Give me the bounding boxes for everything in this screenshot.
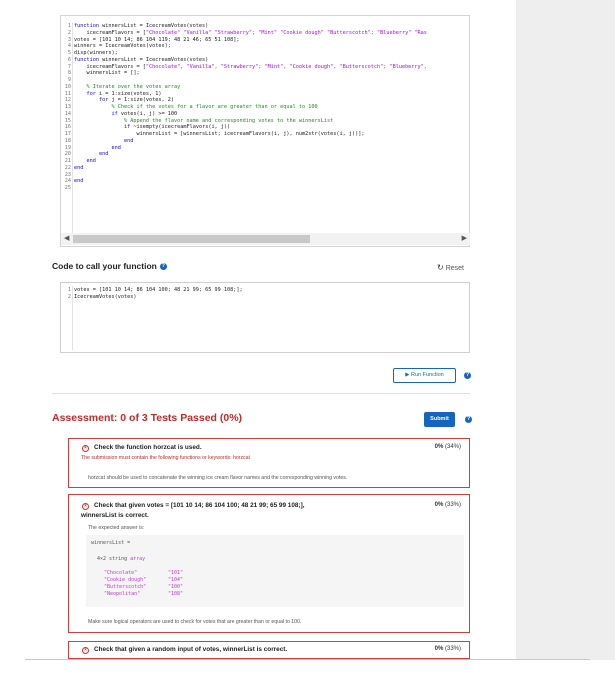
- code-text: [74, 131, 364, 138]
- code-text: [74, 165, 83, 172]
- test-1-title: Check the function horzcat is used.: [94, 444, 202, 451]
- answer-votes: "104": [168, 577, 184, 583]
- code-token: [74, 111, 111, 117]
- test-card-1[interactable]: [68, 438, 470, 488]
- code-token: for: [99, 97, 112, 104]
- code-line[interactable]: [61, 158, 469, 165]
- code-text: [74, 84, 180, 91]
- code-token: disp(winners);: [74, 50, 118, 56]
- answer-type: [97, 556, 145, 562]
- code-line[interactable]: [61, 124, 469, 131]
- fail-icon: ×: [82, 445, 89, 452]
- test-1-weight: (34%): [444, 444, 461, 450]
- scrollbar-thumb[interactable]: [73, 235, 310, 243]
- code-line[interactable]: [61, 287, 469, 294]
- line-number: 14: [64, 110, 71, 117]
- code-token: votes(i, j) >= 100: [120, 110, 178, 117]
- code-line[interactable]: [61, 178, 469, 185]
- code-token: function: [74, 56, 103, 63]
- editor-lines: [61, 23, 469, 192]
- reset-label: Reset: [445, 265, 464, 272]
- code-token: [74, 124, 124, 130]
- code-line[interactable]: [61, 172, 469, 179]
- test-2-weight: (33%): [444, 502, 461, 508]
- submit-button[interactable]: Submit: [424, 412, 455, 427]
- code-line[interactable]: [61, 165, 469, 172]
- answer-row: [104, 591, 183, 597]
- code-text: [74, 151, 108, 158]
- test-card-3[interactable]: [68, 641, 470, 659]
- code-line[interactable]: [61, 43, 469, 50]
- line-number: 24: [64, 178, 71, 185]
- code-token: end: [86, 158, 96, 164]
- line-number: 2: [67, 29, 71, 36]
- line-number: 12: [64, 97, 71, 104]
- code-token: j = 1:size(votes, 2): [111, 97, 174, 104]
- run-help-icon[interactable]: ?: [465, 372, 470, 378]
- test-1-message: The submission must contain the following functions or keywords: horzcat: [81, 455, 250, 461]
- test-3-score: [435, 646, 461, 652]
- code-token: [74, 97, 99, 103]
- function-code-editor[interactable]: [60, 15, 470, 247]
- line-number: 22: [64, 164, 71, 171]
- code-line[interactable]: [61, 84, 469, 91]
- code-text: [74, 145, 121, 152]
- submit-help-icon[interactable]: ?: [466, 416, 471, 422]
- code-token: [74, 91, 87, 97]
- code-token: end: [74, 178, 84, 185]
- answer-votes: "108": [168, 591, 184, 597]
- scroll-left-icon[interactable]: ◀: [64, 235, 70, 242]
- test-1-note: horzcat should be used to concatenate the winning ice cream flavor names and the corresponding winning votes.: [88, 475, 348, 481]
- code-line[interactable]: [61, 57, 469, 64]
- line-number: 1: [67, 23, 71, 29]
- code-token: % Check if the votes for a flavor are greater than or equal to 100: [74, 104, 318, 110]
- line-number: 18: [64, 137, 71, 144]
- code-line[interactable]: [61, 97, 469, 104]
- code-token: if: [123, 124, 134, 131]
- code-token: "Chocolate", "Vanilla", "Strawberry"; "Mint", "Cookie dough", "Butterscotch"; "Blueberry",: [145, 63, 427, 70]
- code-text: [74, 64, 427, 71]
- line-number: 15: [64, 117, 71, 124]
- test-3-percent: 0%: [434, 646, 444, 652]
- line-number: 25: [64, 185, 71, 191]
- editor-horizontal-scrollbar[interactable]: [61, 233, 470, 245]
- code-token: icecreamFlavors = [: [74, 29, 146, 36]
- code-token: [74, 138, 124, 144]
- line-number: 9: [67, 77, 71, 83]
- code-text: [74, 70, 140, 77]
- code-token: end: [99, 151, 109, 158]
- code-line[interactable]: [61, 131, 469, 138]
- line-number: 6: [67, 56, 71, 63]
- right-side-panel: [516, 0, 615, 660]
- code-line[interactable]: [61, 91, 469, 98]
- code-line[interactable]: [61, 30, 469, 37]
- code-token: votes = [101 10 14; 86 104 100; 48 21 99; 65 99 108;];: [74, 287, 243, 293]
- test-3-title: Check that given a random input of votes, winnerList is correct.: [94, 646, 288, 653]
- fail-icon: ×: [82, 503, 89, 510]
- call-editor-lines: [61, 287, 469, 301]
- code-token: [74, 145, 111, 151]
- test-2-note: Make sure logical operators are used to check for votes that are greater than or equal to 100.: [88, 619, 302, 625]
- code-line[interactable]: [61, 294, 469, 301]
- line-number: 4: [67, 43, 71, 50]
- code-text: [74, 158, 96, 165]
- code-token: % Append the flavor name and corresponding votes to the winnersList: [74, 117, 334, 124]
- test-3-weight: (33%): [444, 646, 461, 652]
- code-text: [74, 57, 208, 64]
- call-code-editor[interactable]: [60, 282, 470, 353]
- code-token: votes = [101 10 14; 86 104 119; 48 21 46; 65 51 108];: [74, 36, 240, 43]
- code-line[interactable]: [61, 151, 469, 158]
- code-text: [74, 37, 240, 44]
- answer-votes: "101": [168, 570, 184, 576]
- code-line[interactable]: [61, 70, 469, 77]
- code-token: [74, 151, 99, 157]
- line-number: 23: [64, 171, 71, 178]
- answer-variable: winnersList =: [91, 540, 131, 546]
- bottom-divider: [25, 659, 590, 660]
- code-line[interactable]: [61, 64, 469, 71]
- code-text: [74, 23, 208, 30]
- line-number: 10: [64, 83, 71, 90]
- answer-row: [104, 577, 183, 583]
- test-2-percent: 0%: [434, 502, 444, 508]
- code-token: winnersList = [winnersList; icecreamFlavors(i, j), num2str(votes(i, j))];: [74, 131, 365, 137]
- scroll-right-icon[interactable]: ▶: [461, 235, 467, 242]
- line-number: 1: [67, 287, 71, 293]
- test-2-title-line2: winnersList is correct.: [81, 512, 149, 519]
- line-number: 2: [67, 293, 71, 300]
- code-text: [74, 124, 230, 131]
- answer-row: [104, 570, 183, 576]
- answer-flavor: "Cookie dough": [104, 577, 147, 583]
- play-icon: ▶: [405, 372, 410, 378]
- answer-flavor: "Neopolitan": [104, 591, 141, 597]
- answer-flavor: "Chocolate": [104, 570, 138, 576]
- code-token: winnersList = IcecreamVotes(votes): [102, 23, 209, 29]
- code-text: [74, 178, 83, 185]
- code-token: i = 1:size(votes, 1): [99, 90, 162, 97]
- code-text: [74, 91, 161, 98]
- code-line[interactable]: [61, 185, 469, 192]
- code-token: if: [111, 110, 121, 117]
- code-token: "Chocolate" "Vanilla" "Strawberry"; "Mint" "Cookie dough" "Butterscotch"; "Blueberry" "Ras: [145, 29, 427, 36]
- test-2-title-line1: Check that given votes = [101 10 14; 86 104 100; 48 21 99; 65 99 108;],: [94, 502, 305, 509]
- code-token: % Iterate over the votes array: [74, 83, 181, 90]
- test-1-score: [435, 444, 461, 450]
- call-section-title: [52, 261, 167, 271]
- line-number: 3: [67, 36, 71, 43]
- code-line[interactable]: [61, 145, 469, 152]
- code-text: [74, 50, 118, 57]
- line-number: 8: [67, 70, 71, 77]
- line-number: 13: [64, 104, 71, 110]
- code-text: [74, 118, 333, 125]
- line-number: 21: [64, 158, 71, 164]
- code-line[interactable]: [61, 23, 469, 30]
- answer-flavor: "Butterscotch": [104, 584, 147, 590]
- test-2-score: [435, 502, 461, 508]
- code-token: icecreamFlavors = [: [74, 63, 146, 70]
- call-section-title-text: Code to call your function: [52, 261, 157, 271]
- run-function-button[interactable]: [393, 368, 456, 383]
- line-number: 11: [64, 90, 71, 97]
- code-line[interactable]: [61, 37, 469, 44]
- code-text: [74, 97, 174, 104]
- code-line[interactable]: [61, 77, 469, 84]
- code-token: IcecreamVotes(votes): [74, 293, 137, 300]
- code-text: [74, 138, 133, 145]
- line-number: 16: [64, 124, 71, 131]
- reset-button[interactable]: [437, 263, 464, 272]
- code-token: [74, 158, 87, 164]
- fail-icon: ×: [82, 647, 89, 654]
- code-line[interactable]: [61, 111, 469, 118]
- section-divider: [52, 393, 470, 394]
- code-token: winners = IcecreamVotes(votes);: [74, 43, 171, 50]
- help-icon[interactable]: ?: [161, 263, 166, 270]
- code-line[interactable]: [61, 118, 469, 125]
- answer-type-keyword: array: [130, 556, 146, 562]
- code-token: ~isempty(icecreamFlavors(i, j)): [133, 124, 231, 131]
- code-text: [74, 287, 243, 294]
- reset-icon: ↻: [437, 263, 444, 272]
- test-card-2[interactable]: [68, 494, 470, 633]
- answer-row: [104, 584, 183, 590]
- line-number: 17: [64, 131, 71, 137]
- line-number: 5: [67, 50, 71, 56]
- line-number: 19: [64, 144, 71, 151]
- code-token: end: [111, 144, 121, 151]
- assessment-title: Assessment: 0 of 3 Tests Passed (0%): [52, 412, 243, 424]
- answer-votes: "100": [168, 584, 184, 590]
- run-function-label: Run Function: [411, 372, 444, 378]
- test-2-expected-label: The expected answer is:: [88, 525, 145, 531]
- code-line[interactable]: [61, 50, 469, 57]
- code-text: [74, 104, 318, 111]
- code-token: function: [74, 23, 103, 29]
- answer-type-text: 4×2 string: [97, 556, 131, 562]
- code-token: for: [86, 90, 99, 97]
- code-token: end: [74, 164, 84, 171]
- code-text: [74, 30, 427, 37]
- code-token: winnersList = [];: [74, 70, 140, 77]
- test-1-percent: 0%: [434, 444, 444, 450]
- expected-answer-box: [86, 535, 464, 607]
- line-number: 20: [64, 151, 71, 158]
- code-text: [74, 294, 136, 301]
- code-line[interactable]: [61, 138, 469, 145]
- code-text: [74, 111, 177, 118]
- code-token: winnersList = IcecreamVotes(votes): [102, 56, 209, 63]
- code-line[interactable]: [61, 104, 469, 111]
- code-token: end: [123, 137, 134, 144]
- line-number: 7: [67, 63, 71, 70]
- code-text: [74, 43, 171, 50]
